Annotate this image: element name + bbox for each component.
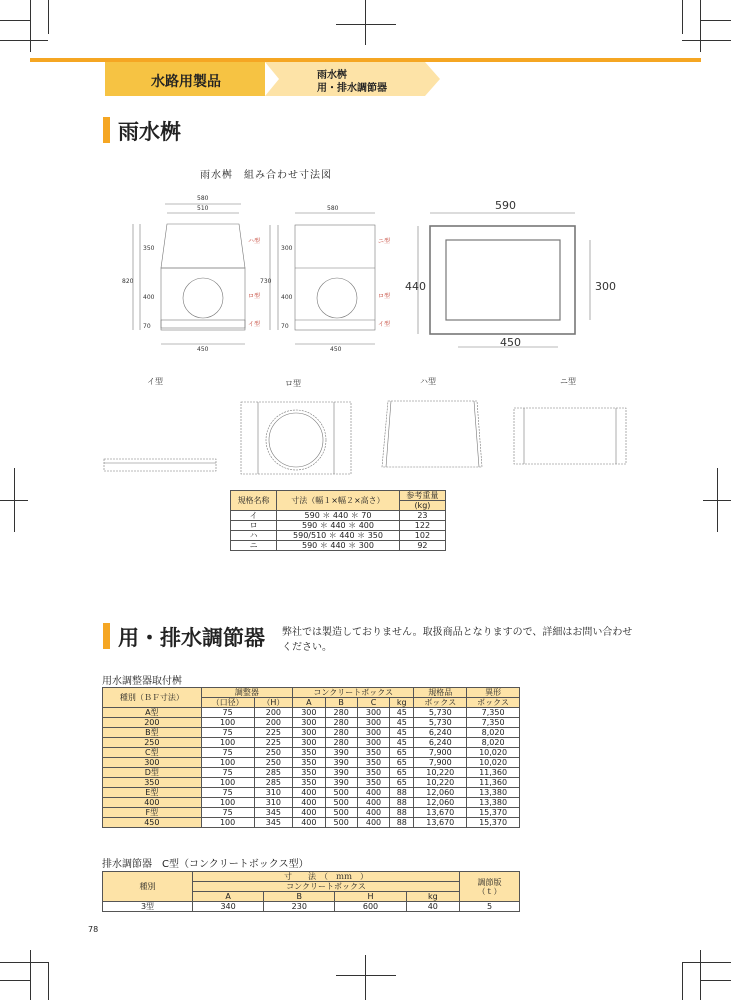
type-cell: 250 [103, 738, 202, 748]
cell: 75 [201, 728, 254, 738]
cell: 6,240 [414, 738, 467, 748]
dim-450-a: 450 [197, 346, 209, 353]
cell: 200 [254, 708, 293, 718]
water-regulator-table [102, 687, 520, 828]
cell: 11,360 [467, 768, 520, 778]
cell: 200 [254, 718, 293, 728]
cell: イ [231, 511, 277, 521]
table-row [103, 818, 520, 828]
col-header-size: 寸法（幅１×幅２×高さ） [277, 491, 400, 511]
table-row [103, 728, 520, 738]
drainage-regulator-table [102, 871, 520, 912]
cell: 122 [399, 521, 445, 531]
table-row [103, 808, 520, 818]
cell: 7,900 [414, 758, 467, 768]
cell: 12,060 [414, 798, 467, 808]
col-header-name: 規格名称 [231, 491, 277, 511]
cell: 390 [325, 748, 357, 758]
cell: 300 [293, 728, 325, 738]
col-header-regulator: 調整器 [201, 688, 293, 698]
table-row [103, 708, 520, 718]
cell: 390 [325, 758, 357, 768]
cell: 100 [201, 818, 254, 828]
cell: 45 [390, 718, 414, 728]
cell: 13,670 [414, 818, 467, 828]
type-cell: E型 [103, 788, 202, 798]
col-header-weight-unit: (kg) [399, 501, 445, 511]
section-marker [103, 623, 110, 649]
cell: 45 [390, 728, 414, 738]
cell: 75 [201, 808, 254, 818]
cell: 350 [357, 748, 389, 758]
cell: ニ [231, 541, 277, 551]
dim-730: 730 [260, 278, 272, 285]
col-header-box: コンクリートボックス [193, 882, 460, 892]
dim-400-a: 400 [143, 294, 155, 301]
type-cell: B型 [103, 728, 202, 738]
table-row [103, 778, 520, 788]
cell: ハ [231, 531, 277, 541]
cell: 590 ＊ 440 ＊ 70 [277, 511, 400, 521]
dim-400-b: 400 [281, 294, 293, 301]
cell: 230 [264, 902, 335, 912]
cell: 350 [293, 778, 325, 788]
cell: 102 [399, 531, 445, 541]
cell: 300 [293, 708, 325, 718]
cell: 88 [390, 818, 414, 828]
table-row [103, 748, 520, 758]
cell: 10,220 [414, 778, 467, 788]
subcategory-line1: 雨水桝 [317, 70, 347, 81]
col-header-a: A [293, 698, 325, 708]
cell: 300 [357, 708, 389, 718]
crop-mark [336, 975, 396, 976]
type-cell: 450 [103, 818, 202, 828]
cell: 65 [390, 768, 414, 778]
dim-70-a: 70 [143, 323, 151, 330]
cell: 3型 [103, 902, 193, 912]
col-header-b: B [264, 892, 335, 902]
cell: 100 [201, 798, 254, 808]
dim-580-b: 580 [327, 205, 339, 212]
cell: 350 [357, 768, 389, 778]
cell: 280 [325, 728, 357, 738]
cell: 300 [357, 728, 389, 738]
cell: 280 [325, 718, 357, 728]
cell: 12,060 [414, 788, 467, 798]
table-row [231, 531, 446, 541]
notice-text: 弊社では製造しておりません。取扱商品となりますので、詳細はお問い合わせください。 [282, 627, 633, 653]
col-header-height: （H） [254, 698, 293, 708]
crop-mark [700, 950, 701, 1000]
label-type-ro-b: ロ型 [378, 293, 391, 300]
cell: 100 [201, 758, 254, 768]
col-header-special: 異形 [467, 688, 520, 698]
cell: 65 [390, 758, 414, 768]
table-row [231, 521, 446, 531]
type-cell: D型 [103, 768, 202, 778]
type-cell: A型 [103, 708, 202, 718]
crop-mark [48, 962, 49, 1000]
cell: 5,730 [414, 708, 467, 718]
part-label-ha: ハ型 [420, 377, 436, 386]
cell: 400 [293, 818, 325, 828]
dim-590: 590 [495, 199, 516, 212]
cell: 500 [325, 788, 357, 798]
table-row [103, 718, 520, 728]
cell: 300 [293, 718, 325, 728]
cell: 300 [357, 738, 389, 748]
cell: 400 [293, 798, 325, 808]
type-cell: 300 [103, 758, 202, 768]
cell: 280 [325, 738, 357, 748]
cell: 350 [293, 758, 325, 768]
cell: 100 [201, 778, 254, 788]
dim-440: 440 [405, 280, 426, 293]
cell: 225 [254, 738, 293, 748]
cell: 65 [390, 748, 414, 758]
cell: 7,900 [414, 748, 467, 758]
type-cell: 200 [103, 718, 202, 728]
cell: 350 [293, 748, 325, 758]
cell: 10,020 [467, 758, 520, 768]
cell: 310 [254, 798, 293, 808]
cell: 590 ＊ 440 ＊ 400 [277, 521, 400, 531]
cell: 250 [254, 758, 293, 768]
col-header-kg: kg [406, 892, 459, 902]
cell: 13,380 [467, 798, 520, 808]
crop-mark [682, 962, 683, 1000]
cell: 10,020 [467, 748, 520, 758]
cell: 75 [201, 768, 254, 778]
col-header-weight: 参考重量 [399, 491, 445, 501]
cell: 45 [390, 738, 414, 748]
type-cell: F型 [103, 808, 202, 818]
cell: 350 [357, 778, 389, 788]
cell: 7,350 [467, 708, 520, 718]
cell: 10,220 [414, 768, 467, 778]
table-row [103, 798, 520, 808]
cell: 350 [357, 758, 389, 768]
table-caption: 用水調整器取付桝 [102, 676, 182, 687]
col-header-special-box: ボックス [467, 698, 520, 708]
cell: 13,380 [467, 788, 520, 798]
cell: 75 [201, 748, 254, 758]
cell: 500 [325, 808, 357, 818]
dim-300-a: 300 [281, 245, 293, 252]
cell: 400 [357, 788, 389, 798]
table-row [103, 902, 520, 912]
crop-mark [700, 980, 731, 981]
table-row [103, 738, 520, 748]
table-row [231, 511, 446, 521]
cell: 345 [254, 818, 293, 828]
cell: 300 [293, 738, 325, 748]
type-cell: C型 [103, 748, 202, 758]
label-type-ni: ニ型 [378, 238, 391, 245]
cell: 5 [460, 902, 520, 912]
part-label-i: イ型 [147, 377, 163, 386]
section-title: 雨水桝 [118, 120, 181, 144]
part-label-ni: ニ型 [560, 377, 576, 386]
col-header-a: A [193, 892, 264, 902]
col-header-type: 種別（ＢＦ寸法） [103, 688, 202, 708]
table-row [103, 768, 520, 778]
cell: 5,730 [414, 718, 467, 728]
dim-300-b: 300 [595, 280, 616, 293]
cell: 310 [254, 788, 293, 798]
crop-mark [30, 950, 31, 1000]
cell: 400 [293, 808, 325, 818]
type-cell: 400 [103, 798, 202, 808]
cell: 280 [325, 708, 357, 718]
label-type-i-b: イ型 [378, 321, 391, 328]
cell: 400 [357, 818, 389, 828]
col-header-type: 種別 [103, 872, 193, 902]
category-label: 水路用製品 [151, 74, 221, 90]
col-header-c: C [357, 698, 389, 708]
dim-450-b: 450 [330, 346, 342, 353]
crop-mark [0, 962, 48, 963]
combination-dimension-drawing [0, 0, 731, 480]
cell: 8,020 [467, 728, 520, 738]
type-cell: 350 [103, 778, 202, 788]
cell: ロ [231, 521, 277, 531]
crop-mark [682, 962, 731, 963]
dim-450-c: 450 [500, 336, 521, 349]
cell: 88 [390, 808, 414, 818]
cell: 345 [254, 808, 293, 818]
cell: 7,350 [467, 718, 520, 728]
cell: 250 [254, 748, 293, 758]
table-row [231, 541, 446, 551]
table-caption: 排水調節器 C型（コンクリートボックス型） [102, 859, 309, 870]
cell: 590/510 ＊ 440 ＊ 350 [277, 531, 400, 541]
table-row [103, 788, 520, 798]
cell: 40 [406, 902, 459, 912]
cell: 23 [399, 511, 445, 521]
page-number: 78 [88, 925, 99, 934]
col-header-plate-label: 調節版 [477, 877, 502, 887]
cell: 400 [357, 798, 389, 808]
dim-580-a: 580 [197, 195, 209, 202]
label-type-ha: ハ型 [248, 238, 261, 245]
cell: 15,370 [467, 818, 520, 828]
cell: 500 [325, 818, 357, 828]
cell: 45 [390, 708, 414, 718]
label-type-i-a: イ型 [248, 321, 261, 328]
section-title: 用・排水調節器 [118, 626, 265, 650]
cell: 390 [325, 778, 357, 788]
cell: 65 [390, 778, 414, 788]
cell: 88 [390, 798, 414, 808]
col-header-b: B [325, 698, 357, 708]
cell: 225 [254, 728, 293, 738]
cell: 400 [357, 808, 389, 818]
cell: 340 [193, 902, 264, 912]
col-header-h: H [335, 892, 406, 902]
cell: 285 [254, 778, 293, 788]
dim-70-b: 70 [281, 323, 289, 330]
cell: 350 [293, 768, 325, 778]
cell: 100 [201, 738, 254, 748]
cell: 500 [325, 798, 357, 808]
dim-350: 350 [143, 245, 155, 252]
crop-mark [0, 980, 30, 981]
table-row [103, 758, 520, 768]
dim-510: 510 [197, 205, 209, 212]
catch-basin-spec-table [230, 490, 446, 551]
col-header-diameter: （口径） [201, 698, 254, 708]
col-header-kg: kg [390, 698, 414, 708]
part-label-ro: ロ型 [285, 379, 301, 388]
cell: 11,360 [467, 778, 520, 788]
cell: 6,240 [414, 728, 467, 738]
col-header-box: コンクリートボックス [293, 688, 414, 698]
cell: 75 [201, 708, 254, 718]
col-header-plate-unit: （ｔ） [477, 886, 502, 896]
cell: 390 [325, 768, 357, 778]
cell: 75 [201, 788, 254, 798]
cell: 92 [399, 541, 445, 551]
cell: 590 ＊ 440 ＊ 300 [277, 541, 400, 551]
col-header-plate [460, 872, 520, 902]
label-type-ro-a: ロ型 [248, 293, 261, 300]
figure-caption: 雨水桝 組み合わせ寸法図 [200, 170, 332, 181]
cell: 13,670 [414, 808, 467, 818]
col-header-dimensions: 寸 法 （ ｍｍ ） [193, 872, 460, 882]
cell: 300 [357, 718, 389, 728]
cell: 100 [201, 718, 254, 728]
cell: 8,020 [467, 738, 520, 748]
crop-mark [365, 955, 366, 1000]
cell: 15,370 [467, 808, 520, 818]
cell: 600 [335, 902, 406, 912]
col-header-spec: 規格品 [414, 688, 467, 698]
col-header-spec-box: ボックス [414, 698, 467, 708]
dim-820: 820 [122, 278, 134, 285]
cell: 285 [254, 768, 293, 778]
cell: 400 [293, 788, 325, 798]
subcategory-line2: 用・排水調節器 [317, 83, 387, 94]
cell: 88 [390, 788, 414, 798]
